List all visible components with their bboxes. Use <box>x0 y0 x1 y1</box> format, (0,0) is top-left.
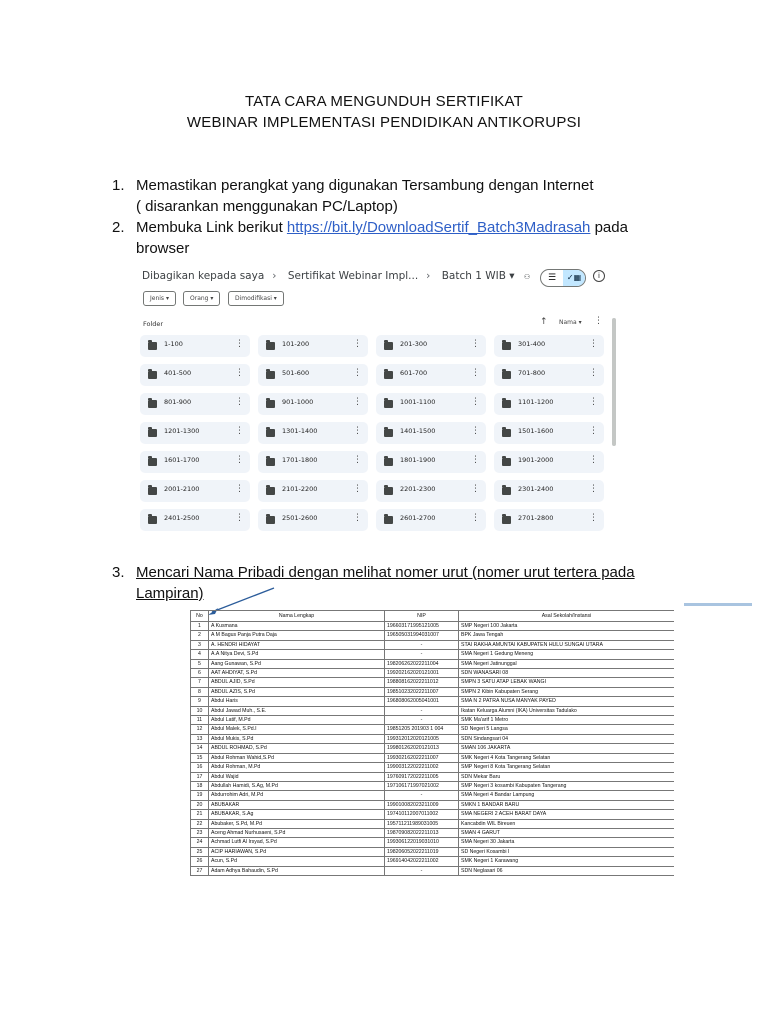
cell-asal: SMPN 3 SATU ATAP LEBAK WANGI <box>459 678 675 687</box>
cell-asal: Ikatan Keluarga Alumni (IKA) Universitas Tadulako <box>459 706 675 715</box>
folder-name: 2701-2800 <box>518 514 554 522</box>
table-row <box>191 753 675 762</box>
table-row <box>191 706 675 715</box>
folder-name: 2001-2100 <box>164 485 200 493</box>
header-nama: Nama Lengkap <box>209 611 385 622</box>
cell-nama: ABUBAKAR <box>209 800 385 809</box>
folder-item[interactable] <box>258 480 368 502</box>
cell-nama: Abdurrohim Adri, M.Pd <box>209 791 385 800</box>
more-vert-icon[interactable]: ⋮ <box>471 426 480 436</box>
more-vert-icon[interactable]: ⋮ <box>235 426 244 436</box>
cell-asal: SMP Negeri 3 kosambi Kabupaten Tangerang <box>459 781 675 790</box>
header-no: No <box>191 611 209 622</box>
folder-name: 501-600 <box>282 369 310 377</box>
cell-nip: - <box>385 866 459 875</box>
cell-nama: AAT AHDIYAT, S.Pd <box>209 669 385 678</box>
folder-name: 401-500 <box>164 369 192 377</box>
folder-item[interactable] <box>258 364 368 386</box>
folder-icon <box>502 458 511 466</box>
arrow-up-icon[interactable]: ↑ <box>540 317 548 327</box>
folder-item[interactable] <box>376 335 486 357</box>
cell-nama: Abdul Malek, S.Pd.I <box>209 725 385 734</box>
cell-nama: ABDUL AZIS, S.Pd <box>209 687 385 696</box>
cell-no: 20 <box>191 800 209 809</box>
doc-title-line-1: TATA CARA MENGUNDUH SERTIFIKAT <box>245 93 523 110</box>
cell-nama: Abubaker, S.Pd, M.Pd <box>209 819 385 828</box>
more-vert-icon[interactable]: ⋮ <box>471 513 480 523</box>
cell-nip: 199306122019031010 <box>385 838 459 847</box>
cell-asal: SMA Negeri Jatinunggal <box>459 659 675 668</box>
more-vert-icon[interactable]: ⋮ <box>589 397 598 407</box>
cell-no: 13 <box>191 734 209 743</box>
folder-icon <box>384 487 393 495</box>
folder-item[interactable] <box>376 364 486 386</box>
cell-asal: BPK Jawa Tengah <box>459 631 675 640</box>
folder-item[interactable] <box>140 335 250 357</box>
more-vert-icon[interactable]: ⋮ <box>353 484 362 494</box>
cell-no: 5 <box>191 659 209 668</box>
cell-no: 6 <box>191 669 209 678</box>
folder-item[interactable] <box>140 393 250 415</box>
cell-nip: 198808162022211012 <box>385 678 459 687</box>
filter-dimodifikasi[interactable]: Dimodifikasi ▾ <box>228 291 284 306</box>
folder-icon <box>266 429 275 437</box>
cell-nip: 195711211989031005 <box>385 819 459 828</box>
filter-orang[interactable]: Orang ▾ <box>183 291 220 306</box>
cell-no: 1 <box>191 622 209 631</box>
cell-nip: - <box>385 706 459 715</box>
cell-nama: Abdul Rohman Wahid,S.Pd <box>209 753 385 762</box>
folder-icon <box>266 342 275 350</box>
cell-asal: SMA Negeri 1 Gedung Meneng <box>459 650 675 659</box>
cell-no: 17 <box>191 772 209 781</box>
folder-name: 1601-1700 <box>164 456 200 464</box>
cell-nip: - <box>385 640 459 649</box>
table-row <box>191 847 675 856</box>
folder-name: 1901-2000 <box>518 456 554 464</box>
cell-nama: A M Bagus Panja Putra Daja <box>209 631 385 640</box>
table-row <box>191 744 675 753</box>
folder-icon <box>384 342 393 350</box>
cell-nip: 197609172022211005 <box>385 772 459 781</box>
cell-asal: SMK Negeri 4 Kota Tangerang Selatan <box>459 753 675 762</box>
cell-no: 22 <box>191 819 209 828</box>
cell-asal: SDN Neglasari 06 <box>459 866 675 875</box>
cell-nip: 197410112007011002 <box>385 810 459 819</box>
folder-item[interactable] <box>140 480 250 502</box>
cell-nip: 199312012020121005 <box>385 734 459 743</box>
cell-nama: Acun, S.Pd <box>209 857 385 866</box>
cell-no: 23 <box>191 828 209 837</box>
breadcrumb-item-sertifikat[interactable]: Sertifikat Webinar Impl... <box>287 270 419 282</box>
cell-no: 16 <box>191 763 209 772</box>
cell-asal: SMK Ma'arif 1 Metro <box>459 716 675 725</box>
cell-asal: SDN Mekar Baru <box>459 772 675 781</box>
folder-name: 2501-2600 <box>282 514 318 522</box>
folder-item[interactable] <box>494 393 604 415</box>
cell-asal: SDN WANASARI 08 <box>459 669 675 678</box>
folder-item[interactable] <box>140 364 250 386</box>
people-icon[interactable]: ⚇ <box>523 273 531 281</box>
more-vert-icon[interactable]: ⋮ <box>589 455 598 465</box>
table-row <box>191 697 675 706</box>
table-row <box>191 828 675 837</box>
step-number: 3. <box>112 564 125 581</box>
more-vert-icon[interactable]: ⋮ <box>471 339 480 349</box>
table-row <box>191 800 675 809</box>
cell-asal: Kancabdin WIL Bireuen <box>459 819 675 828</box>
breadcrumb-item-shared[interactable]: Dibagikan kepada saya <box>142 270 265 282</box>
table-row <box>191 716 675 725</box>
cell-asal: SMAN 106 JAKARTA <box>459 744 675 753</box>
table-row <box>191 791 675 800</box>
cell-nip: 196808062005041001 <box>385 697 459 706</box>
cell-no: 21 <box>191 810 209 819</box>
list-view-icon[interactable]: ☰ <box>547 273 557 283</box>
cell-nama: Aang Gunawan, S.Pd <box>209 659 385 668</box>
folder-name: 101-200 <box>282 340 310 348</box>
more-vert-icon[interactable]: ⋮ <box>471 397 480 407</box>
folder-icon <box>148 371 157 379</box>
folder-icon <box>148 458 157 466</box>
cell-nama: ABDUL ROHMAD, S.Pd <box>209 744 385 753</box>
cell-asal: SMA Negeri 4 Bandar Lampung <box>459 791 675 800</box>
folder-icon <box>148 516 157 524</box>
folder-name: 2301-2400 <box>518 485 554 493</box>
folder-icon <box>384 429 393 437</box>
cell-nip: 199010082023211009 <box>385 800 459 809</box>
cell-asal: SMPN 2 Kibin Kabupaten Serang <box>459 687 675 696</box>
cell-nama: A.A Nitya Devi, S.Pd <box>209 650 385 659</box>
more-vert-icon[interactable]: ⋮ <box>235 484 244 494</box>
folder-item[interactable] <box>258 422 368 444</box>
table-row <box>191 631 675 640</box>
header-nip: NIP <box>385 611 459 622</box>
more-vert-icon[interactable]: ⋮ <box>589 426 598 436</box>
cell-no: 24 <box>191 838 209 847</box>
breadcrumb-item-batch[interactable]: Batch 1 WIB ▾ <box>441 270 515 282</box>
folder-icon <box>266 371 275 379</box>
download-link[interactable]: https://bit.ly/DownloadSertif_Batch3Madrasah <box>286 219 591 236</box>
table-row <box>191 725 675 734</box>
folder-name: 1301-1400 <box>282 427 318 435</box>
folder-name: 801-900 <box>164 398 192 406</box>
breadcrumb: Dibagikan kepada saya › Sertifikat Webinar Impl... › Batch 1 WIB ▾ ⚇ <box>142 270 531 282</box>
cell-no: 7 <box>191 678 209 687</box>
step-text <box>136 175 656 217</box>
folder-icon <box>266 458 275 466</box>
folder-icon <box>502 429 511 437</box>
folder-icon <box>148 342 157 350</box>
folder-item[interactable] <box>494 335 604 357</box>
table-header-row <box>191 611 675 622</box>
cell-nip: 199003122022211002 <box>385 763 459 772</box>
folder-item[interactable] <box>140 422 250 444</box>
cell-nama: Abdul Jawad Muh., S.E. <box>209 706 385 715</box>
folder-item[interactable] <box>494 364 604 386</box>
cell-asal: STAI RAKHA AMUNTAI KABUPATEN HULU SUNGAI UTARA <box>459 640 675 649</box>
step-3-line-2: Lampiran) <box>136 585 204 602</box>
folder-item[interactable] <box>140 509 250 531</box>
more-vert-icon[interactable]: ⋮ <box>235 513 244 523</box>
more-vert-icon[interactable]: ⋮ <box>471 368 480 378</box>
step-text <box>136 217 656 259</box>
folder-name: 1-100 <box>164 340 183 348</box>
more-vert-icon[interactable]: ⋮ <box>589 368 598 378</box>
doc-title-line-2: WEBINAR IMPLEMENTASI PENDIDIKAN ANTIKORUPSI <box>186 114 582 131</box>
more-vert-icon[interactable]: ⋮ <box>235 397 244 407</box>
folder-item[interactable] <box>494 422 604 444</box>
table-row <box>191 857 675 866</box>
table-row <box>191 772 675 781</box>
cell-no: 3 <box>191 640 209 649</box>
table-row <box>191 819 675 828</box>
cell-nip: 197106171997021002 <box>385 781 459 790</box>
folder-icon <box>148 400 157 408</box>
cell-no: 9 <box>191 697 209 706</box>
table-row <box>191 810 675 819</box>
folder-item[interactable] <box>258 451 368 473</box>
folder-name: 701-800 <box>518 369 546 377</box>
cell-no: 11 <box>191 716 209 725</box>
folder-icon <box>384 458 393 466</box>
folder-icon <box>502 371 511 379</box>
folder-icon <box>148 487 157 495</box>
info-icon[interactable]: i <box>593 270 605 282</box>
cell-asal: SD Negeri Kosambi I <box>459 847 675 856</box>
step-2-line-2: browser <box>136 240 190 257</box>
folder-item[interactable] <box>258 335 368 357</box>
step-number: 1. <box>112 177 125 194</box>
table-row <box>191 866 675 875</box>
folder-icon <box>502 342 511 350</box>
folder-item[interactable] <box>494 451 604 473</box>
folder-icon <box>502 400 511 408</box>
view-toggle[interactable] <box>540 269 586 287</box>
folder-name: 1501-1600 <box>518 427 554 435</box>
cell-asal: SD Negeri 5 Langsa <box>459 725 675 734</box>
cell-no: 18 <box>191 781 209 790</box>
folder-icon <box>502 487 511 495</box>
more-vert-icon[interactable]: ⋮ <box>235 368 244 378</box>
cell-nip: 199801262020121013 <box>385 744 459 753</box>
step-1-line-1: Memastikan perangkat yang digunakan Tersambung dengan Internet <box>136 177 594 194</box>
table-row <box>191 734 675 743</box>
cell-nip: 199302162022211007 <box>385 753 459 762</box>
folder-icon <box>384 371 393 379</box>
decorative-line <box>684 603 752 606</box>
cell-no: 4 <box>191 650 209 659</box>
cell-asal: SMP Negeri 100 Jakarta <box>459 622 675 631</box>
grid-view-icon[interactable]: ✓▦ <box>563 270 585 286</box>
cell-nama: Abdul Haris <box>209 697 385 706</box>
cell-nama: A Kusmana <box>209 622 385 631</box>
cell-asal: SMP Negeri 8 Kota Tangerang Selatan <box>459 763 675 772</box>
cell-nama: Achmad Lutfi Al Irsyad, S.Pd <box>209 838 385 847</box>
cell-nama: ABDUL AJID, S.Pd <box>209 678 385 687</box>
folder-icon <box>266 487 275 495</box>
cell-nip: 198206052022211019 <box>385 847 459 856</box>
cell-nama: Adam Adhya Bahaudin, S.Pd <box>209 866 385 875</box>
cell-nip: - <box>385 650 459 659</box>
folder-name: 1701-1800 <box>282 456 318 464</box>
cell-nama: Abdul Mukis, S.Pd <box>209 734 385 743</box>
sort-name-button[interactable]: Nama ▾ <box>559 319 582 326</box>
cell-no: 14 <box>191 744 209 753</box>
table-row <box>191 640 675 649</box>
folder-name: 1101-1200 <box>518 398 554 406</box>
folder-name: 1001-1100 <box>400 398 436 406</box>
cell-no: 27 <box>191 866 209 875</box>
folder-icon <box>384 400 393 408</box>
cell-asal: SMK Negeri 1 Karawang <box>459 857 675 866</box>
table-row <box>191 659 675 668</box>
cell-no: 8 <box>191 687 209 696</box>
cell-asal: SMA NEGERI 2 ACEH BARAT DAYA <box>459 810 675 819</box>
table-row <box>191 650 675 659</box>
cell-nama: ACIP HARIAWAN, S.Pd <box>209 847 385 856</box>
step-number: 2. <box>112 219 125 236</box>
folder-icon <box>266 400 275 408</box>
more-vert-icon[interactable]: ⋮ <box>589 484 598 494</box>
cell-asal: SMAN 4 GARUT <box>459 828 675 837</box>
folder-icon <box>384 516 393 524</box>
folder-name: 1201-1300 <box>164 427 200 435</box>
table-row <box>191 763 675 772</box>
folder-name: 2601-2700 <box>400 514 436 522</box>
table-row <box>191 669 675 678</box>
cell-nip: 199202162020121001 <box>385 669 459 678</box>
cell-no: 2 <box>191 631 209 640</box>
cell-nip: - <box>385 791 459 800</box>
folder-item[interactable] <box>494 509 604 531</box>
cell-nip: 198206262022211004 <box>385 659 459 668</box>
folder-item[interactable] <box>258 509 368 531</box>
step-3-line-1: Mencari Nama Pribadi dengan melihat nomer urut (nomer urut tertera pada <box>136 564 635 581</box>
step-2-pre: Membuka Link berikut <box>136 219 287 236</box>
more-vert-icon[interactable]: ⋮ <box>594 316 603 326</box>
cell-nip: 196914042022211002 <box>385 857 459 866</box>
cell-nip: - <box>385 716 459 725</box>
cell-nama: Aceng Ahmad Nurhusaeni, S.Pd <box>209 828 385 837</box>
more-vert-icon[interactable]: ⋮ <box>471 455 480 465</box>
cell-no: 19 <box>191 791 209 800</box>
table-row <box>191 781 675 790</box>
cell-nama: Abdullah Hamidi, S.Ag, M.Pd <box>209 781 385 790</box>
folder-name: 2401-2500 <box>164 514 200 522</box>
more-vert-icon[interactable]: ⋮ <box>353 339 362 349</box>
more-vert-icon[interactable]: ⋮ <box>353 455 362 465</box>
folder-item[interactable] <box>376 509 486 531</box>
step-1-line-2: ( disarankan menggunakan PC/Laptop) <box>136 198 398 215</box>
cell-nama: Abdul Rohman, M.Pd <box>209 763 385 772</box>
folder-item[interactable] <box>376 393 486 415</box>
table-row <box>191 838 675 847</box>
cell-nip: 19851205 201903 1 004 <box>385 725 459 734</box>
folder-name: 601-700 <box>400 369 428 377</box>
step-2-post: pada <box>590 219 628 236</box>
folder-name: 2101-2200 <box>282 485 318 493</box>
cell-no: 12 <box>191 725 209 734</box>
cell-nip: 196603171995121005 <box>385 622 459 631</box>
header-asal: Asal Sekolah/Instansi <box>459 611 675 622</box>
cell-nip: 196505031994031007 <box>385 631 459 640</box>
folder-item[interactable] <box>494 480 604 502</box>
cell-asal: SMA N 2 PATRA NUSA MANYAK PAYED <box>459 697 675 706</box>
folder-name: 201-300 <box>400 340 428 348</box>
cell-nama: A. HENDRI HIDAYAT <box>209 640 385 649</box>
cell-asal: SMA Negeri 30 Jakarta <box>459 838 675 847</box>
folder-item[interactable] <box>376 422 486 444</box>
folder-name: 901-1000 <box>282 398 314 406</box>
folder-icon <box>266 516 275 524</box>
cell-no: 15 <box>191 753 209 762</box>
cell-no: 26 <box>191 857 209 866</box>
more-vert-icon[interactable]: ⋮ <box>353 397 362 407</box>
more-vert-icon[interactable]: ⋮ <box>471 484 480 494</box>
cell-nama: Abdul Wajid <box>209 772 385 781</box>
cell-no: 25 <box>191 847 209 856</box>
cell-asal: SMKN 1 BANDAR BARU <box>459 800 675 809</box>
folder-item[interactable] <box>376 451 486 473</box>
more-vert-icon[interactable]: ⋮ <box>589 339 598 349</box>
cell-nip: 198510232022211007 <box>385 687 459 696</box>
folder-section-label: Folder <box>143 320 164 328</box>
folder-icon <box>502 516 511 524</box>
drive-screenshot <box>136 258 620 538</box>
cell-nama: Abdul Latif, M.Pd <box>209 716 385 725</box>
folder-item[interactable] <box>140 451 250 473</box>
more-vert-icon[interactable]: ⋮ <box>235 455 244 465</box>
more-vert-icon[interactable]: ⋮ <box>235 339 244 349</box>
scrollbar[interactable] <box>612 318 616 446</box>
cell-nip: 198709082022211013 <box>385 828 459 837</box>
folder-item[interactable] <box>376 480 486 502</box>
more-vert-icon[interactable]: ⋮ <box>353 513 362 523</box>
folder-item[interactable] <box>258 393 368 415</box>
table-row <box>191 622 675 631</box>
folder-name: 301-400 <box>518 340 546 348</box>
cell-asal: SDN Sindangsari 04 <box>459 734 675 743</box>
more-vert-icon[interactable]: ⋮ <box>353 368 362 378</box>
folder-name: 2201-2300 <box>400 485 436 493</box>
folder-name: 1801-1900 <box>400 456 436 464</box>
participant-table <box>190 610 674 894</box>
cell-nama: ABUBAKAR, S.Ag <box>209 810 385 819</box>
more-vert-icon[interactable]: ⋮ <box>589 513 598 523</box>
folder-name: 1401-1500 <box>400 427 436 435</box>
table-row <box>191 687 675 696</box>
table-row <box>191 678 675 687</box>
cell-no: 10 <box>191 706 209 715</box>
filter-jenis[interactable]: Jenis ▾ <box>143 291 176 306</box>
folder-icon <box>148 429 157 437</box>
more-vert-icon[interactable]: ⋮ <box>353 426 362 436</box>
